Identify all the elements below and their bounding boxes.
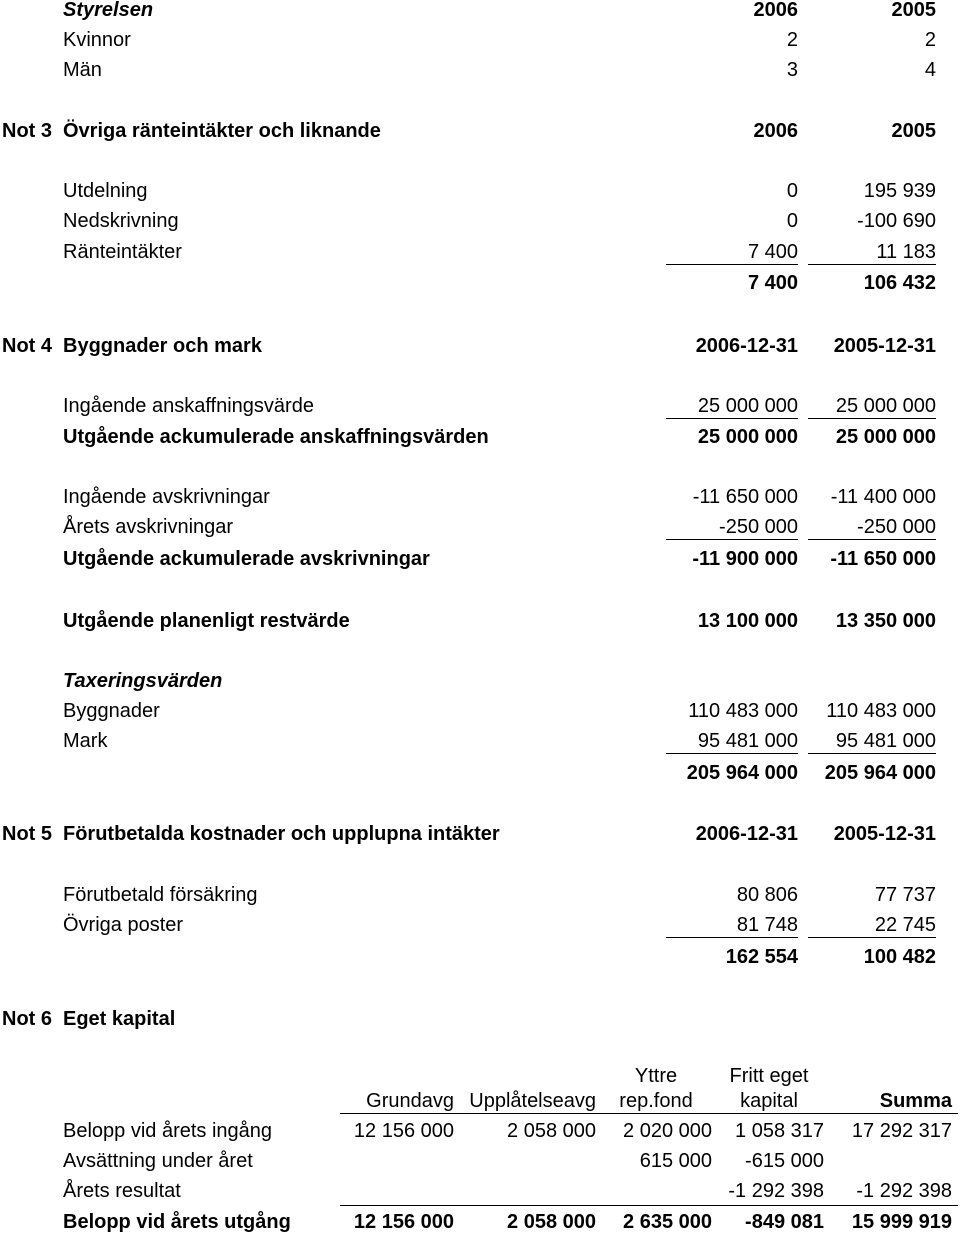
total-value: 162 554 [725,946,798,968]
row-label: Årets avskrivningar [63,516,234,538]
row-label: Utdelning [63,180,148,202]
row-label: Ingående avskrivningar [63,486,270,508]
col2-header: 2005 [891,120,936,142]
equity-cell: 12 156 000 [353,1120,454,1142]
row-value: 95 481 000 [697,730,798,752]
total-value: 205 964 000 [824,762,936,784]
sum-underline [808,264,936,265]
row-value: -250 000 [857,516,936,538]
row-label: Förutbetald försäkring [63,884,258,906]
row-value: 13 100 000 [697,610,798,632]
sum-underline [666,753,798,754]
row-label: Mark [63,730,108,752]
col1-header: 2006-12-31 [695,335,798,357]
equity-row-label: Årets resultat [63,1180,181,1202]
equity-header-summa: Summa [879,1090,952,1112]
total-value: 205 964 000 [686,762,798,784]
row-value: 110 483 000 [826,700,936,722]
row-value: 3 [786,59,798,81]
row-value: 7 400 [747,241,798,263]
total-value: 106 432 [863,272,936,294]
tax-section-title: Taxeringsvärden [63,670,223,692]
equity-row-label: Belopp vid årets ingång [63,1120,273,1142]
equity-header-yttre: Yttre [634,1065,678,1087]
row-value: 22 745 [874,914,936,936]
row-value: 95 481 000 [835,730,936,752]
sum-underline [666,418,798,419]
equity-cell: 1 058 317 [735,1120,824,1142]
row-value: -11 900 000 [692,548,798,570]
row-value: 81 748 [736,914,798,936]
note-title: Förutbetalda kostnader och upplupna intäkter [63,823,500,845]
note-title: Övriga ränteintäkter och liknande [63,120,381,142]
sum-underline [808,937,936,938]
col2-header: 2005-12-31 [833,823,936,845]
row-value: 25 000 000 [835,426,936,448]
row-value: 110 483 000 [688,700,798,722]
col2-header: 2005-12-31 [833,335,936,357]
note-number: Not 3 [2,120,52,142]
row-value: 0 [786,180,798,202]
equity-cell: 615 000 [639,1150,712,1172]
row-value: 77 737 [874,884,936,906]
equity-cell: -615 000 [745,1150,824,1172]
row-label: Ränteintäkter [63,241,182,263]
equity-cell: 12 156 000 [353,1211,454,1233]
equity-header-kapital: kapital [740,1090,798,1112]
row-label: Nedskrivning [63,210,179,232]
note-number: Not 4 [2,335,52,357]
equity-row-label: Avsättning under året [63,1150,253,1172]
row-value: 11 183 [876,241,936,263]
sum-underline [666,264,798,265]
row-value: 0 [786,210,798,232]
sum-underline [808,539,936,540]
note-number: Not 5 [2,823,52,845]
col1-header: 2006 [753,120,798,142]
row-value: 80 806 [736,884,798,906]
row-value: -11 650 000 [692,486,798,508]
row-value: 25 000 000 [697,395,798,417]
row-label: Byggnader [63,700,160,722]
sum-underline [808,753,936,754]
row-value: -11 650 000 [830,548,936,570]
styrelsen-col1-header: 2006 [753,0,798,21]
equity-cell: 17 292 317 [851,1120,952,1142]
equity-cell: -849 081 [745,1211,824,1233]
row-label: Övriga poster [63,914,184,936]
equity-cell: 15 999 919 [851,1211,952,1233]
equity-cell: 2 058 000 [507,1120,596,1142]
equity-header-upplatelseavg: Upplåtelseavg [469,1090,596,1112]
total-value: 7 400 [747,272,798,294]
row-value: -250 000 [719,516,798,538]
col1-header: 2006-12-31 [695,823,798,845]
equity-cell: 2 635 000 [623,1211,712,1233]
equity-header-repfond: rep.fond [619,1090,693,1112]
row-label: Kvinnor [63,29,131,51]
styrelsen-col2-header: 2005 [891,0,936,21]
row-value: 13 350 000 [835,610,936,632]
equity-sum-underline [340,1205,958,1206]
row-label: Utgående ackumulerade anskaffningsvärden [63,426,489,448]
row-label: Ingående anskaffningsvärde [63,395,314,417]
row-value: 2 [924,29,936,51]
row-value: 2 [786,29,798,51]
row-label: Män [63,59,102,81]
row-value: -11 400 000 [830,486,936,508]
sum-underline [666,539,798,540]
row-label: Utgående ackumulerade avskrivningar [63,548,430,570]
row-value: 25 000 000 [697,426,798,448]
equity-header-fritt-eget: Fritt eget [729,1065,809,1087]
row-value: 4 [924,59,936,81]
sum-underline [666,937,798,938]
row-value: 25 000 000 [835,395,936,417]
row-value: -100 690 [857,210,936,232]
total-value: 100 482 [863,946,936,968]
row-value: 195 939 [863,180,936,202]
equity-cell: -1 292 398 [728,1180,824,1202]
equity-row-label: Belopp vid årets utgång [63,1211,291,1233]
equity-header-grundavg: Grundavg [366,1090,454,1112]
equity-cell: 2 020 000 [623,1120,712,1142]
styrelsen-title: Styrelsen [63,0,154,21]
note-title: Byggnader och mark [63,335,262,357]
equity-cell: 2 058 000 [507,1211,596,1233]
note-number: Not 6 [2,1008,52,1030]
equity-header-underline [340,1113,958,1114]
note-title: Eget kapital [63,1008,176,1030]
row-label: Utgående planenligt restvärde [63,610,350,632]
equity-cell: -1 292 398 [856,1180,952,1202]
sum-underline [808,418,936,419]
